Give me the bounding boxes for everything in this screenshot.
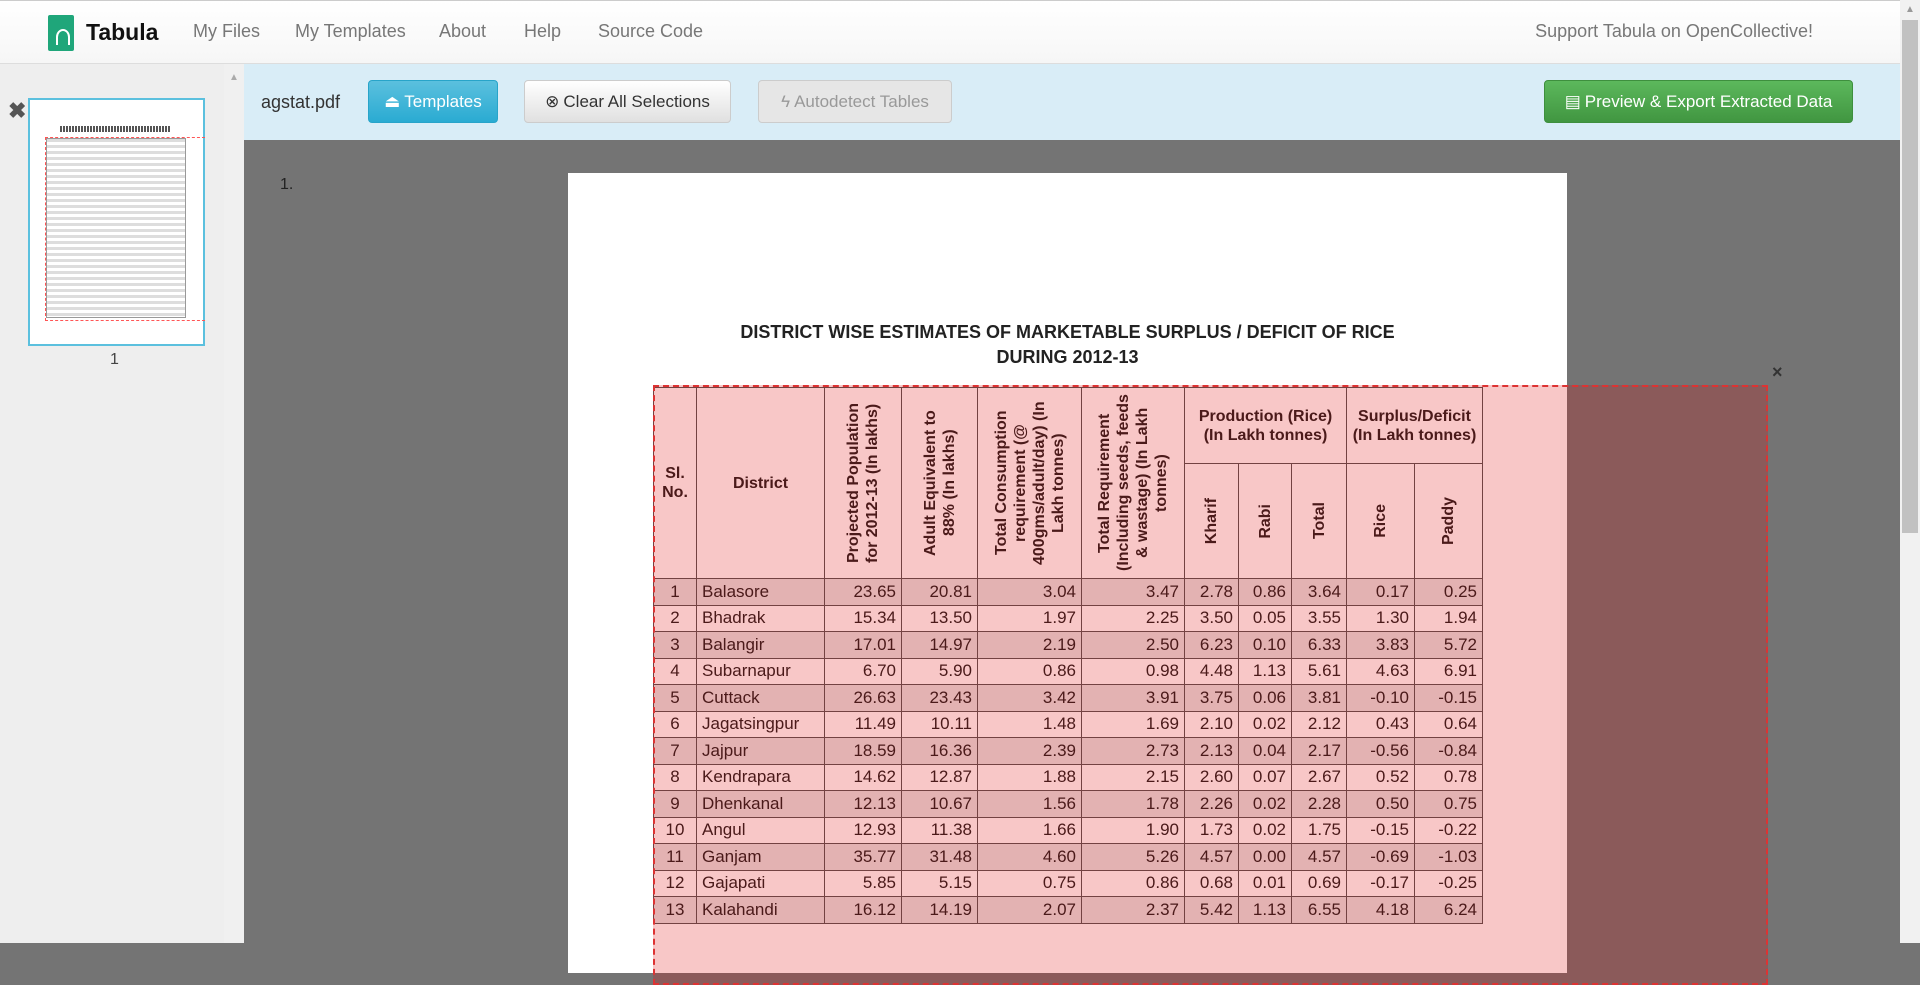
table-row xyxy=(654,658,1483,685)
table-cell: Dhenkanal xyxy=(697,791,825,818)
table-cell: 3.55 xyxy=(1292,605,1347,632)
table-cell: 13.50 xyxy=(902,605,978,632)
table-row xyxy=(654,870,1483,897)
table-cell: -0.84 xyxy=(1415,738,1483,765)
thumbnail-title xyxy=(60,126,170,132)
table-cell: 2.17 xyxy=(1292,738,1347,765)
templates-button[interactable] xyxy=(368,80,498,123)
header-surplus: Surplus/Deficit (In Lakh tonnes) xyxy=(1347,388,1483,464)
table-cell: 1.48 xyxy=(978,711,1082,738)
table-cell: 18.59 xyxy=(825,738,902,765)
table-cell: 2.10 xyxy=(1185,711,1239,738)
table-cell: 1.30 xyxy=(1347,605,1415,632)
page-thumbnail[interactable] xyxy=(28,98,205,346)
table-cell: -0.10 xyxy=(1347,685,1415,712)
table-cell: 6.23 xyxy=(1185,632,1239,659)
table-cell: 6.55 xyxy=(1292,897,1347,924)
table-cell: 6.33 xyxy=(1292,632,1347,659)
table-cell: 35.77 xyxy=(825,844,902,871)
table-cell: Bhadrak xyxy=(697,605,825,632)
filename: agstat.pdf xyxy=(261,92,341,112)
header-requirement-text: Total Requirement (Including seeds, feeds & wastage) (In Lakh tonnes) xyxy=(1096,394,1170,572)
header-total xyxy=(1292,464,1347,579)
table-cell: 17.01 xyxy=(825,632,902,659)
table-cell: Gajapati xyxy=(697,870,825,897)
table-cell: 14.62 xyxy=(825,764,902,791)
table-cell: 0.64 xyxy=(1415,711,1483,738)
table-cell: 20.81 xyxy=(902,579,978,606)
table-cell: 14.97 xyxy=(902,632,978,659)
table-cell: 5.26 xyxy=(1082,844,1185,871)
table-cell: -1.03 xyxy=(1415,844,1483,871)
table-cell: Ganjam xyxy=(697,844,825,871)
table-cell: 2.78 xyxy=(1185,579,1239,606)
header-population-text: Projected Population for 2012-13 (In lakhs) xyxy=(845,403,881,564)
table-cell: -0.69 xyxy=(1347,844,1415,871)
table-cell: 0.25 xyxy=(1415,579,1483,606)
table-cell: 16.36 xyxy=(902,738,978,765)
table-cell: 2.67 xyxy=(1292,764,1347,791)
autodetect-label: Autodetect Tables xyxy=(794,91,929,111)
table-cell: 8 xyxy=(654,764,697,791)
table-row xyxy=(654,897,1483,924)
table-cell: 6 xyxy=(654,711,697,738)
table-cell: 3.83 xyxy=(1347,632,1415,659)
table-cell: 10.11 xyxy=(902,711,978,738)
header-paddy-text: Paddy xyxy=(1440,496,1457,545)
table-cell: 4 xyxy=(654,658,697,685)
table-cell: 4.60 xyxy=(978,844,1082,871)
table-cell: 2.07 xyxy=(978,897,1082,924)
table-cell: 2.25 xyxy=(1082,605,1185,632)
table-cell: 1 xyxy=(654,579,697,606)
table-cell: 12.13 xyxy=(825,791,902,818)
table-cell: 5.85 xyxy=(825,870,902,897)
table-cell: 1.75 xyxy=(1292,817,1347,844)
header-production: Production (Rice) (In Lakh tonnes) xyxy=(1185,388,1347,464)
table-cell: 11.38 xyxy=(902,817,978,844)
table-row xyxy=(654,738,1483,765)
table-cell: Balangir xyxy=(697,632,825,659)
header-rice-text: Rice xyxy=(1372,504,1389,538)
header-consumption-text: Total Consumption requirement (@ 400gms/adult/day) (In Lakh tonnes) xyxy=(992,401,1067,565)
pdf-page[interactable] xyxy=(568,173,1567,973)
sidebar-scrollbar[interactable] xyxy=(224,64,244,943)
autodetect-tables-button[interactable] xyxy=(758,80,952,123)
header-rabi xyxy=(1239,464,1292,579)
table-cell: 0.01 xyxy=(1239,870,1292,897)
table-cell: 0.86 xyxy=(1082,870,1185,897)
table-cell: 4.63 xyxy=(1347,658,1415,685)
table-cell: 0.68 xyxy=(1185,870,1239,897)
table-cell: 2 xyxy=(654,605,697,632)
table-cell: 13 xyxy=(654,897,697,924)
table-cell: 0.07 xyxy=(1239,764,1292,791)
table-cell: 5.72 xyxy=(1415,632,1483,659)
title-line-2: DURING 2012-13 xyxy=(996,347,1139,367)
table-cell: 3.91 xyxy=(1082,685,1185,712)
thumbnail-selection xyxy=(45,137,205,321)
table-body xyxy=(654,579,1483,924)
table-cell: 0.69 xyxy=(1292,870,1347,897)
table-cell: 0.02 xyxy=(1239,791,1292,818)
table-cell: 3.75 xyxy=(1185,685,1239,712)
table-cell: 0.05 xyxy=(1239,605,1292,632)
scroll-up-icon[interactable]: ▲ xyxy=(1905,4,1915,15)
table-cell: Cuttack xyxy=(697,685,825,712)
table-cell: 26.63 xyxy=(825,685,902,712)
table-cell: 11.49 xyxy=(825,711,902,738)
delete-page-icon[interactable]: ✖ xyxy=(8,98,27,123)
page-thumbnails-sidebar xyxy=(0,64,244,943)
nav-about[interactable]: About xyxy=(439,21,487,41)
nav-help[interactable]: Help xyxy=(524,21,562,41)
table-cell: 4.18 xyxy=(1347,897,1415,924)
table-cell: 2.39 xyxy=(978,738,1082,765)
header-paddy xyxy=(1415,464,1483,579)
table-cell: 4.48 xyxy=(1185,658,1239,685)
table-cell: 2.73 xyxy=(1082,738,1185,765)
table-cell: 4.57 xyxy=(1292,844,1347,871)
table-cell: 4.57 xyxy=(1185,844,1239,871)
table-cell: 0.50 xyxy=(1347,791,1415,818)
table-cell: 2.28 xyxy=(1292,791,1347,818)
table-row xyxy=(654,764,1483,791)
table-cell: 0.52 xyxy=(1347,764,1415,791)
table-cell: 6.70 xyxy=(825,658,902,685)
table-cell: 3 xyxy=(654,632,697,659)
header-consumption xyxy=(978,388,1082,579)
table-cell: 0.86 xyxy=(1239,579,1292,606)
table-cell: 1.94 xyxy=(1415,605,1483,632)
table-cell: 9 xyxy=(654,791,697,818)
title-line-1: DISTRICT WISE ESTIMATES OF MARKETABLE SURPLUS / DEFICIT OF RICE xyxy=(740,322,1395,342)
table-cell: 3.81 xyxy=(1292,685,1347,712)
scroll-up-icon[interactable]: ▲ xyxy=(229,72,239,83)
table-cell: 5.90 xyxy=(902,658,978,685)
table-cell: Kalahandi xyxy=(697,897,825,924)
header-requirement xyxy=(1082,388,1185,579)
header-total-text: Total xyxy=(1310,502,1328,540)
page-scrollbar[interactable] xyxy=(1900,0,1920,943)
table-cell: 10.67 xyxy=(902,791,978,818)
header-rice xyxy=(1347,464,1415,579)
table-cell: 23.65 xyxy=(825,579,902,606)
clear-label: Clear All Selections xyxy=(563,91,710,111)
table-cell: -0.15 xyxy=(1415,685,1483,712)
table-cell: Jajpur xyxy=(697,738,825,765)
document-title xyxy=(568,320,1567,370)
table-cell: -0.25 xyxy=(1415,870,1483,897)
table-cell: 14.19 xyxy=(902,897,978,924)
table-cell: 0.98 xyxy=(1082,658,1185,685)
header-rabi-text: Rabi xyxy=(1256,503,1274,539)
preview-label: Preview & Export Extracted Data xyxy=(1584,91,1833,111)
nav-source-code[interactable]: Source Code xyxy=(598,21,704,41)
table-cell: 7 xyxy=(654,738,697,765)
header-kharif-text: Kharif xyxy=(1203,497,1220,545)
table-cell: 1.90 xyxy=(1082,817,1185,844)
table-cell: 1.78 xyxy=(1082,791,1185,818)
table-cell: 3.47 xyxy=(1082,579,1185,606)
brand[interactable]: Tabula xyxy=(86,19,159,45)
table-cell: 1.88 xyxy=(978,764,1082,791)
table-cell: 1.13 xyxy=(1239,897,1292,924)
remove-circle-icon: ⊗ xyxy=(545,91,560,111)
table-cell: Angul xyxy=(697,817,825,844)
table-cell: Jagatsingpur xyxy=(697,711,825,738)
tabula-logo-icon[interactable] xyxy=(48,15,74,51)
header-sl: Sl. No. xyxy=(654,388,697,579)
table-cell: 1.69 xyxy=(1082,711,1185,738)
table-row xyxy=(654,579,1483,606)
table-cell: Balasore xyxy=(697,579,825,606)
toolbar xyxy=(244,64,1900,140)
table-cell: 0.00 xyxy=(1239,844,1292,871)
table-cell: 2.50 xyxy=(1082,632,1185,659)
table-cell: 12.87 xyxy=(902,764,978,791)
table-cell: 0.75 xyxy=(978,870,1082,897)
nav-my-files[interactable]: My Files xyxy=(193,21,260,41)
table-cell: 5 xyxy=(654,685,697,712)
header-district: District xyxy=(697,388,825,579)
table-cell: 5.15 xyxy=(902,870,978,897)
table-cell: Subarnapur xyxy=(697,658,825,685)
templates-label: Templates xyxy=(404,91,482,111)
templates-icon: ⏏ xyxy=(384,91,401,111)
header-kharif xyxy=(1185,464,1239,579)
table-cell: 0.02 xyxy=(1239,711,1292,738)
table-cell: 0.10 xyxy=(1239,632,1292,659)
table-cell: 10 xyxy=(654,817,697,844)
table-cell: Kendrapara xyxy=(697,764,825,791)
clear-selections-button[interactable] xyxy=(524,80,731,123)
table-row xyxy=(654,711,1483,738)
page-number: 1. xyxy=(280,176,294,193)
table-cell: 12 xyxy=(654,870,697,897)
support-link[interactable]: Support Tabula on OpenCollective! xyxy=(1535,21,1813,41)
table-cell: 3.04 xyxy=(978,579,1082,606)
table-cell: 3.42 xyxy=(978,685,1082,712)
table-cell: 16.12 xyxy=(825,897,902,924)
table-cell: 0.17 xyxy=(1347,579,1415,606)
table-cell: 12.93 xyxy=(825,817,902,844)
table-cell: 1.66 xyxy=(978,817,1082,844)
table-cell: 5.42 xyxy=(1185,897,1239,924)
table-row xyxy=(654,844,1483,871)
table-cell: 2.13 xyxy=(1185,738,1239,765)
nav-my-templates[interactable]: My Templates xyxy=(295,21,406,41)
table-cell: 11 xyxy=(654,844,697,871)
table-cell: 1.97 xyxy=(978,605,1082,632)
header-adult-text: Adult Equivalent to 88% (In lakhs) xyxy=(921,410,958,556)
table-cell: 6.24 xyxy=(1415,897,1483,924)
table-cell: 2.19 xyxy=(978,632,1082,659)
table-cell: 2.60 xyxy=(1185,764,1239,791)
table-cell: 3.64 xyxy=(1292,579,1347,606)
flash-icon: ϟ xyxy=(781,91,791,111)
table-cell: 1.13 xyxy=(1239,658,1292,685)
table-cell: 1.56 xyxy=(978,791,1082,818)
table-row xyxy=(654,791,1483,818)
table-cell: 0.78 xyxy=(1415,764,1483,791)
pdf-table xyxy=(653,387,1483,924)
table-row xyxy=(654,685,1483,712)
table-row xyxy=(654,605,1483,632)
table-row xyxy=(654,632,1483,659)
table-cell: 15.34 xyxy=(825,605,902,632)
list-icon: ▤ xyxy=(1564,91,1581,111)
header-population xyxy=(825,388,902,579)
navbar xyxy=(0,0,1900,64)
preview-export-button[interactable] xyxy=(1544,80,1853,123)
table-cell: 2.15 xyxy=(1082,764,1185,791)
table-cell: 3.50 xyxy=(1185,605,1239,632)
header-adult xyxy=(902,388,978,579)
table-row xyxy=(654,817,1483,844)
table-cell: 0.04 xyxy=(1239,738,1292,765)
table-cell: 2.37 xyxy=(1082,897,1185,924)
table-cell: 0.43 xyxy=(1347,711,1415,738)
table-cell: 0.02 xyxy=(1239,817,1292,844)
table-cell: -0.22 xyxy=(1415,817,1483,844)
table-cell: -0.15 xyxy=(1347,817,1415,844)
table-cell: 1.73 xyxy=(1185,817,1239,844)
table-cell: -0.56 xyxy=(1347,738,1415,765)
thumbnail-page-label: 1 xyxy=(110,351,119,368)
scrollbar-thumb[interactable] xyxy=(1902,20,1918,533)
table-cell: 2.12 xyxy=(1292,711,1347,738)
remove-selection-icon[interactable]: × xyxy=(1772,362,1783,382)
table-cell: 5.61 xyxy=(1292,658,1347,685)
table-cell: 0.86 xyxy=(978,658,1082,685)
table-cell: 2.26 xyxy=(1185,791,1239,818)
table-cell: 31.48 xyxy=(902,844,978,871)
table-cell: 0.75 xyxy=(1415,791,1483,818)
table-cell: 0.06 xyxy=(1239,685,1292,712)
table-cell: 23.43 xyxy=(902,685,978,712)
table-cell: 6.91 xyxy=(1415,658,1483,685)
table-cell: -0.17 xyxy=(1347,870,1415,897)
